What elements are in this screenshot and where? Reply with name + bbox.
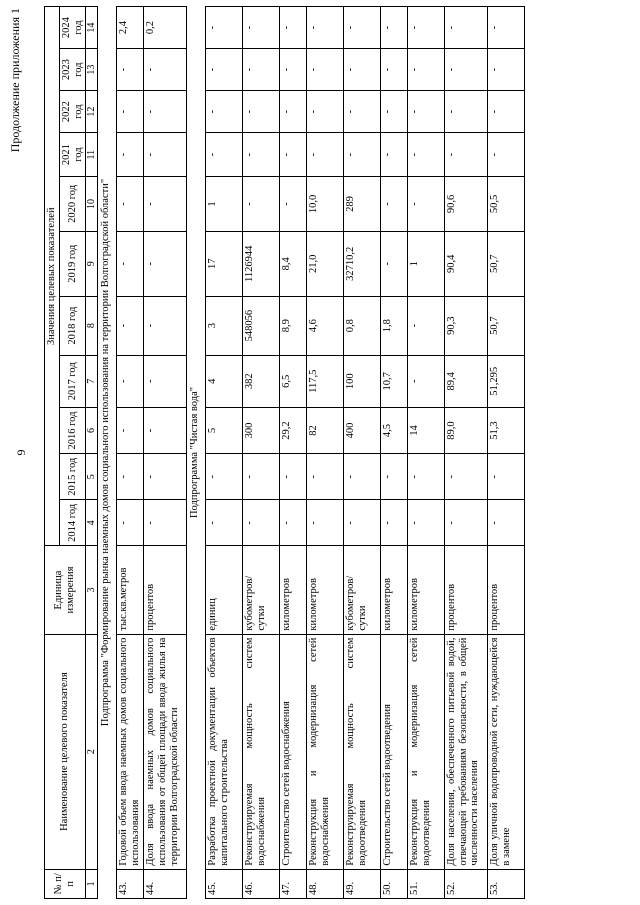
table-row — [407, 7, 444, 899]
row-value: - — [380, 49, 407, 91]
row-value: - — [205, 7, 242, 49]
row-value: - — [306, 49, 343, 91]
row-value: - — [205, 500, 242, 546]
row-value: - — [242, 133, 279, 177]
row-value: - — [407, 91, 444, 133]
header-year: 2021 год — [59, 133, 86, 177]
row-name: Доля населения, обеспеченного питьевой водой, отвечающей требованиям безопасности, в общей численности населения — [444, 634, 487, 869]
row-value: 14 — [407, 407, 444, 453]
row-value: 117,5 — [306, 355, 343, 407]
column-number: 2 — [86, 634, 98, 869]
row-value: - — [380, 500, 407, 546]
row-value: - — [205, 91, 242, 133]
row-value: - — [444, 133, 487, 177]
row-name: Доля ввода наемных домов социального использования от общей площади ввода жилья на территории Волгоградской области — [144, 634, 187, 869]
row-name: Строительство сетей водоотведения — [380, 634, 407, 869]
table-row — [242, 7, 279, 899]
row-number: 51. — [407, 869, 444, 898]
row-value: 4,5 — [380, 407, 407, 453]
row-unit: тыс.кв.метров — [117, 546, 144, 634]
row-value: 4 — [205, 355, 242, 407]
subprogram-row — [98, 7, 117, 899]
row-value: 32710,2 — [343, 231, 380, 296]
row-value: - — [117, 49, 144, 91]
table-row — [117, 7, 144, 899]
row-name: Реконструкция и модернизация сетей водоснабжения — [306, 634, 343, 869]
row-value: - — [487, 91, 524, 133]
row-value: - — [279, 133, 306, 177]
row-value: - — [444, 49, 487, 91]
row-unit: километров — [306, 546, 343, 634]
row-value: 5 — [205, 407, 242, 453]
row-value: - — [117, 91, 144, 133]
row-value: 10,7 — [380, 355, 407, 407]
table-row — [380, 7, 407, 899]
row-value: - — [343, 91, 380, 133]
column-number: 5 — [86, 454, 98, 500]
row-value: - — [144, 500, 187, 546]
row-value: 8,4 — [279, 231, 306, 296]
row-unit: процентов — [487, 546, 524, 634]
column-number: 9 — [86, 231, 98, 296]
row-value: 51,3 — [487, 407, 524, 453]
row-value: - — [117, 454, 144, 500]
row-value: 90,3 — [444, 296, 487, 355]
row-value: - — [407, 7, 444, 49]
row-value: - — [487, 454, 524, 500]
row-value: 1 — [205, 177, 242, 232]
row-value: 6,5 — [279, 355, 306, 407]
row-unit: кубометров/ сутки — [343, 546, 380, 634]
row-value: - — [407, 296, 444, 355]
row-value: 548056 — [242, 296, 279, 355]
row-unit: кубометров/ сутки — [242, 546, 279, 634]
row-value: - — [444, 500, 487, 546]
header-year: 2024 год — [59, 7, 86, 49]
row-value: - — [444, 454, 487, 500]
row-value: - — [380, 177, 407, 232]
row-value: - — [117, 231, 144, 296]
row-value: 2,4 — [117, 7, 144, 49]
row-value: - — [380, 7, 407, 49]
row-name: Строительство сетей водоснабжения — [279, 634, 306, 869]
row-value: - — [144, 177, 187, 232]
row-value: - — [407, 355, 444, 407]
column-number: 3 — [86, 546, 98, 634]
column-number: 4 — [86, 500, 98, 546]
row-name: Реконструируемая мощность систем водоотведения — [343, 634, 380, 869]
row-value: 1 — [407, 231, 444, 296]
row-value: - — [407, 454, 444, 500]
table-row — [306, 7, 343, 899]
header-values-group: Значения целевых показателей — [45, 7, 60, 546]
row-value: - — [380, 454, 407, 500]
row-value: - — [117, 296, 144, 355]
column-number: 13 — [86, 49, 98, 91]
header-name: Наименование целевого показателя — [45, 634, 86, 869]
row-value: - — [407, 177, 444, 232]
row-value: - — [242, 7, 279, 49]
table-row — [487, 7, 524, 899]
row-value: - — [144, 296, 187, 355]
row-value: 90,6 — [444, 177, 487, 232]
header-year: 2016 год — [59, 407, 86, 453]
column-number: 6 — [86, 407, 98, 453]
table-row — [343, 7, 380, 899]
header-unit: Единица измерения — [45, 546, 86, 634]
row-value: - — [117, 407, 144, 453]
row-value: - — [205, 133, 242, 177]
row-value: - — [487, 500, 524, 546]
row-value: 289 — [343, 177, 380, 232]
row-value: 17 — [205, 231, 242, 296]
row-value: - — [242, 49, 279, 91]
row-value: 400 — [343, 407, 380, 453]
row-value: - — [144, 407, 187, 453]
row-value: - — [242, 91, 279, 133]
row-value: 50,7 — [487, 231, 524, 296]
row-value: 51,295 — [487, 355, 524, 407]
row-value: - — [279, 49, 306, 91]
row-value: - — [242, 454, 279, 500]
row-value: 4,6 — [306, 296, 343, 355]
row-value: - — [343, 133, 380, 177]
row-name: Реконструируемая мощность систем водоснабжения — [242, 634, 279, 869]
row-value: - — [117, 133, 144, 177]
row-value: - — [279, 454, 306, 500]
row-number: 49. — [343, 869, 380, 898]
column-number: 12 — [86, 91, 98, 133]
row-number: 53. — [487, 869, 524, 898]
row-value: - — [487, 49, 524, 91]
row-value: - — [343, 454, 380, 500]
row-value: - — [306, 500, 343, 546]
row-value: 21,0 — [306, 231, 343, 296]
row-value: - — [144, 49, 187, 91]
row-value: - — [144, 133, 187, 177]
indicators-table — [44, 6, 525, 899]
row-value: 0,2 — [144, 7, 187, 49]
row-value: - — [242, 500, 279, 546]
row-value: - — [242, 177, 279, 232]
row-value: - — [380, 91, 407, 133]
row-value: - — [117, 500, 144, 546]
row-value: - — [343, 7, 380, 49]
row-number: 46. — [242, 869, 279, 898]
row-name: Доля уличной водопроводной сети, нуждающейся в замене — [487, 634, 524, 869]
subprogram-title: Подпрограмма "Чистая вода" — [187, 7, 206, 899]
row-unit: процентов — [444, 546, 487, 634]
row-value: - — [444, 7, 487, 49]
header-num: № п/п — [45, 869, 86, 898]
row-value: - — [407, 500, 444, 546]
row-value: - — [205, 454, 242, 500]
row-number: 45. — [205, 869, 242, 898]
header-year: 2019 год — [59, 231, 86, 296]
header-year: 2015 год — [59, 454, 86, 500]
row-number: 52. — [444, 869, 487, 898]
row-value: - — [279, 7, 306, 49]
subprogram-title: Подпрограмма "Формирование рынка наемных домов социального использования на территории Волгоградской области" — [98, 7, 117, 899]
row-value: 89,4 — [444, 355, 487, 407]
row-value: - — [380, 231, 407, 296]
row-value: - — [407, 133, 444, 177]
row-value: 90,4 — [444, 231, 487, 296]
table-row — [444, 7, 487, 899]
row-value: - — [306, 91, 343, 133]
table-row — [205, 7, 242, 899]
row-value: 50,5 — [487, 177, 524, 232]
row-value: 29,2 — [279, 407, 306, 453]
row-value: - — [205, 49, 242, 91]
column-number: 14 — [86, 7, 98, 49]
row-value: 0,8 — [343, 296, 380, 355]
page-number: 9 — [14, 449, 28, 456]
header-year: 2018 год — [59, 296, 86, 355]
row-value: - — [487, 7, 524, 49]
continuation-note: Продолжение приложения 1 — [8, 8, 22, 153]
row-value: - — [117, 355, 144, 407]
header-year: 2017 год — [59, 355, 86, 407]
column-number: 11 — [86, 133, 98, 177]
row-value: - — [144, 231, 187, 296]
header-year: 2023 год — [59, 49, 86, 91]
row-value: - — [487, 133, 524, 177]
table-row — [144, 7, 187, 899]
row-value: - — [144, 91, 187, 133]
row-value: 100 — [343, 355, 380, 407]
row-value: - — [144, 454, 187, 500]
header-year: 2022 год — [59, 91, 86, 133]
row-value: 82 — [306, 407, 343, 453]
row-number: 43. — [117, 869, 144, 898]
row-value: - — [279, 91, 306, 133]
header-year: 2014 год — [59, 500, 86, 546]
row-value: 89,0 — [444, 407, 487, 453]
header-year: 2020 год — [59, 177, 86, 232]
row-value: - — [279, 177, 306, 232]
row-name: Годовой объем ввода наемных домов социального использования — [117, 634, 144, 869]
row-number: 47. — [279, 869, 306, 898]
row-name: Реконструкция и модернизация сетей водоотведения — [407, 634, 444, 869]
row-unit: единиц — [205, 546, 242, 634]
row-value: - — [117, 177, 144, 232]
column-number: 7 — [86, 355, 98, 407]
row-unit: процентов — [144, 546, 187, 634]
row-number: 44. — [144, 869, 187, 898]
row-unit: километров — [407, 546, 444, 634]
row-value: - — [343, 500, 380, 546]
row-value: 1126944 — [242, 231, 279, 296]
row-value: 8,9 — [279, 296, 306, 355]
table-row — [279, 7, 306, 899]
row-value: 300 — [242, 407, 279, 453]
row-value: 382 — [242, 355, 279, 407]
row-value: - — [380, 133, 407, 177]
subprogram-row — [187, 7, 206, 899]
row-value: 3 — [205, 296, 242, 355]
table-body — [98, 7, 525, 899]
row-value: 1,8 — [380, 296, 407, 355]
row-value: 10,0 — [306, 177, 343, 232]
row-value: - — [444, 91, 487, 133]
row-value: - — [306, 454, 343, 500]
column-numbers-row — [86, 7, 98, 899]
row-value: - — [306, 7, 343, 49]
row-unit: километров — [279, 546, 306, 634]
row-number: 50. — [380, 869, 407, 898]
row-value: - — [144, 355, 187, 407]
row-value: - — [407, 49, 444, 91]
row-number: 48. — [306, 869, 343, 898]
row-value: 50,7 — [487, 296, 524, 355]
column-number: 8 — [86, 296, 98, 355]
row-name: Разработка проектной документации объектов капитального строительства — [205, 634, 242, 869]
row-value: - — [279, 500, 306, 546]
row-value: - — [306, 133, 343, 177]
column-number: 10 — [86, 177, 98, 232]
column-number: 1 — [86, 869, 98, 898]
row-value: - — [343, 49, 380, 91]
row-unit: километров — [380, 546, 407, 634]
